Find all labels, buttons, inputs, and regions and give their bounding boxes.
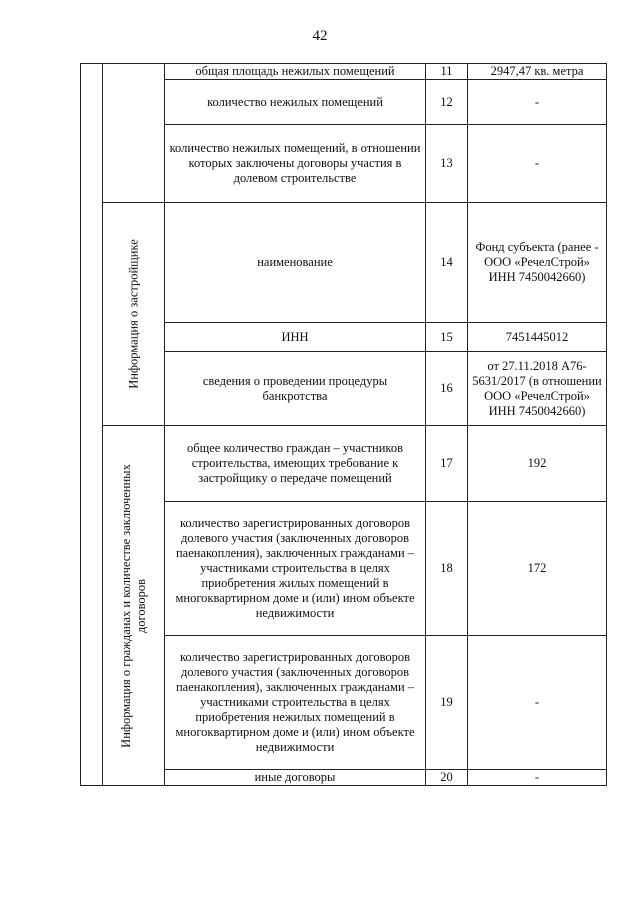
row-value: 2947,47 кв. метра	[468, 64, 607, 80]
group-label-text: Информация о застройщике	[126, 239, 140, 389]
row-value: 7451445012	[468, 323, 607, 352]
row-number: 20	[426, 770, 468, 786]
blank-margin-column	[81, 64, 103, 786]
table-row	[81, 203, 607, 323]
row-value: -	[468, 770, 607, 786]
row-value: -	[468, 636, 607, 770]
info-table	[80, 63, 607, 786]
row-value: -	[468, 80, 607, 125]
row-description: количество зарегистрированных договоров долевого участия (заключенных договоров паенакопления), заключенных гражданами – участниками строительства в целях приобретения жилых помещений в многоквартирном доме и (или) ином объекте недвижимости	[165, 502, 426, 636]
row-value: 172	[468, 502, 607, 636]
row-description: общая площадь нежилых помещений	[165, 64, 426, 80]
row-number: 13	[426, 125, 468, 203]
row-description: иные договоры	[165, 770, 426, 786]
row-number: 19	[426, 636, 468, 770]
row-number: 18	[426, 502, 468, 636]
row-description: количество нежилых помещений, в отношении которых заключены договоры участия в долевом строительстве	[165, 125, 426, 203]
row-number: 17	[426, 426, 468, 502]
page-number: 42	[312, 28, 328, 44]
row-description: сведения о проведении процедуры банкротства	[165, 352, 426, 426]
row-description: ИНН	[165, 323, 426, 352]
group-cell-empty	[103, 64, 165, 203]
row-number: 14	[426, 203, 468, 323]
row-number: 11	[426, 64, 468, 80]
row-number: 16	[426, 352, 468, 426]
row-number: 12	[426, 80, 468, 125]
row-description: общее количество граждан – участников строительства, имеющих требование к застройщику о передаче помещений	[165, 426, 426, 502]
table-row	[81, 426, 607, 502]
row-value: от 27.11.2018 А76-5631/2017 (в отношении ООО «РечелСтрой» ИНН 7450042660)	[468, 352, 607, 426]
row-value: Фонд субъекта (ранее - ООО «РечелСтрой» ИНН 7450042660)	[468, 203, 607, 323]
group-label-citizens	[103, 426, 165, 786]
row-description: количество зарегистрированных договоров долевого участия (заключенных договоров паенакопления), заключенных гражданами – участниками строительства в целях приобретения нежилых помещений в многоквартирном доме и (или) ином объекте недвижимости	[165, 636, 426, 770]
row-description: наименование	[165, 203, 426, 323]
row-description: количество нежилых помещений	[165, 80, 426, 125]
row-number: 15	[426, 323, 468, 352]
row-value: 192	[468, 426, 607, 502]
group-label-developer	[103, 203, 165, 426]
row-value: -	[468, 125, 607, 203]
group-label-text: Информация о гражданах и количестве заключенных договоров	[118, 463, 148, 748]
table-row	[81, 64, 607, 80]
